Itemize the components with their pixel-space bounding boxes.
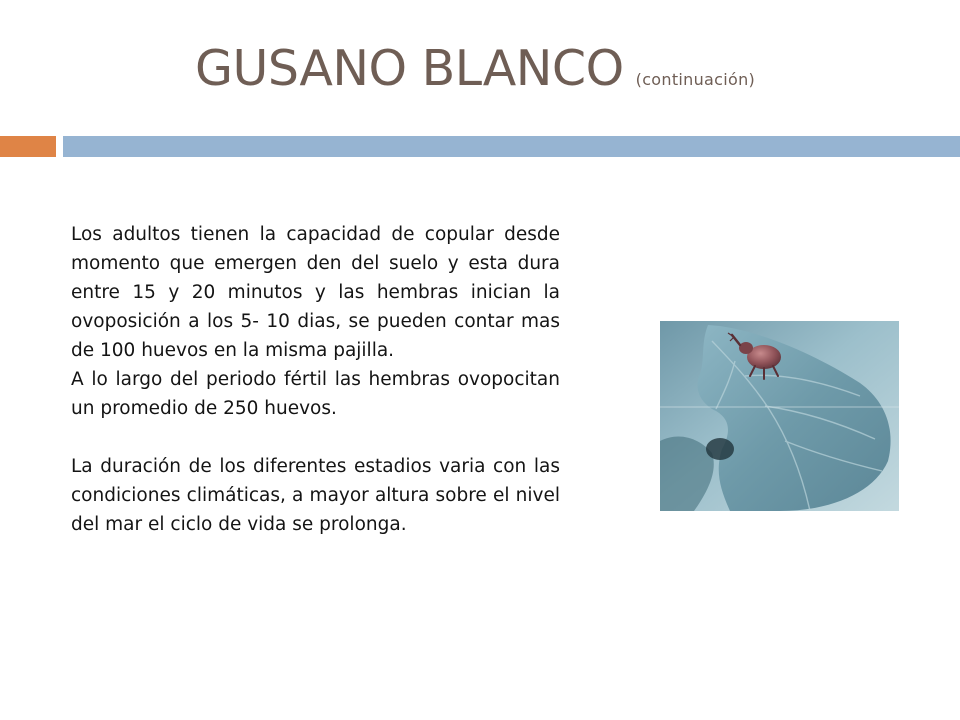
accent-bar-orange [0,136,56,157]
weevil-on-leaf-photo [660,321,899,511]
body-text [71,220,560,539]
photo-dark-spot [706,438,734,460]
title-subtitle: (continuación) [635,70,756,89]
slide-title [195,40,756,97]
paragraph-fertile-period: A lo largo del periodo fértil las hembras ovopocitan un promedio de 250 huevos. [71,369,560,419]
paragraph-duration: La duración de los diferentes estadios varia con las condiciones climáticas, a mayor altura sobre el nivel del mar el ciclo de vida se prolonga. [71,456,560,535]
accent-bar-blue [63,136,960,157]
paragraph-adults: Los adultos tienen la capacidad de copular desde momento que emergen den del suelo y esta dura entre 15 y 20 minutos y las hembras inician la ovoposición a los 5- 10 dias, se pueden contar mas de 100 huevos en la misma pajilla. [71,224,560,361]
title-main: GUSANO BLANCO [195,40,624,97]
